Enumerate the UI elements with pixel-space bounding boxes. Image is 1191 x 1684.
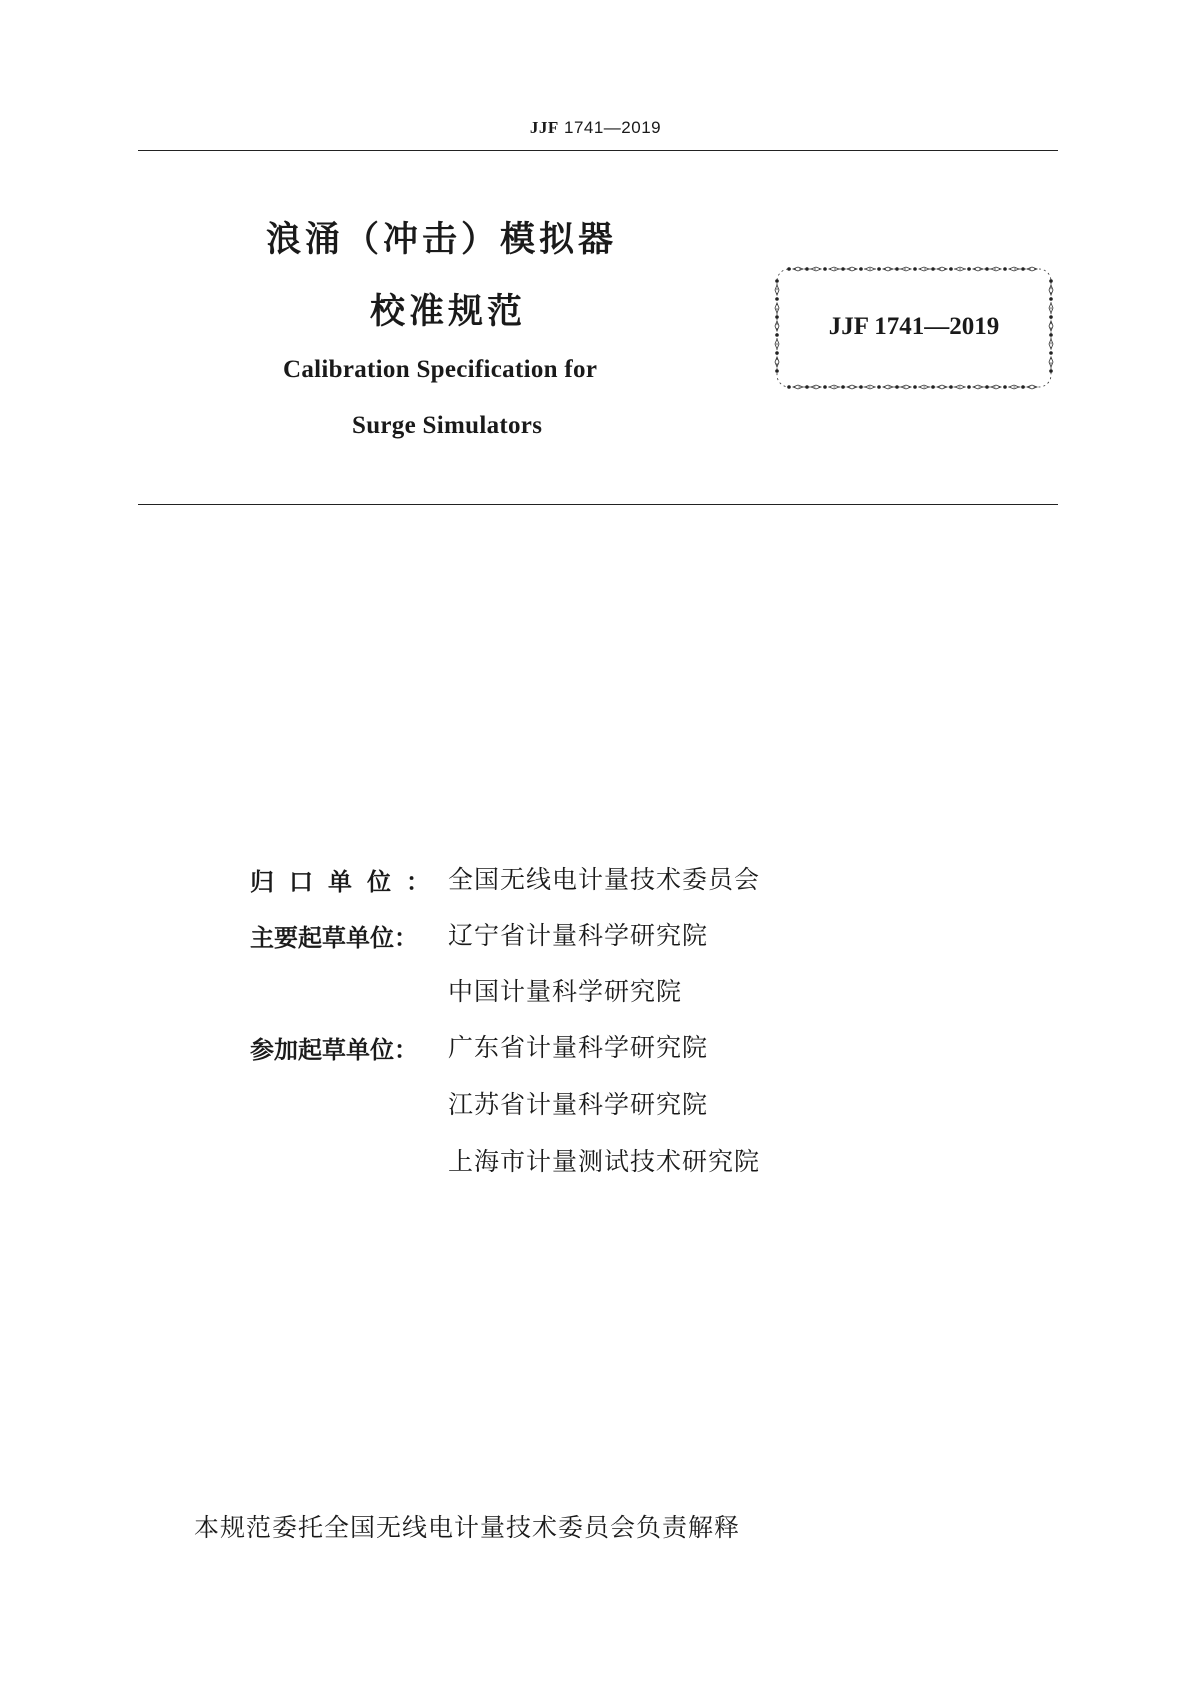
title-en-line1: Calibration Specification for	[283, 356, 598, 383]
title-cn-line2: 校准规范	[370, 292, 527, 332]
code-box-text: JJF 1741—2019	[828, 313, 1000, 340]
border-dot	[985, 267, 989, 271]
header-code-prefix: JJF	[529, 118, 559, 137]
interpretation-note: 本规范委托全国无线电计量技术委员会负责解释	[194, 1513, 741, 1542]
border-dot	[775, 279, 779, 283]
border-dot	[775, 369, 779, 373]
border-dot	[877, 267, 881, 271]
title-en-line2: Surge Simulators	[352, 412, 543, 439]
border-dot	[967, 267, 971, 271]
main-drafting-value-2: 中国计量科学研究院	[448, 977, 683, 1006]
border-dot	[841, 267, 845, 271]
border-dot	[1049, 369, 1053, 373]
border-dot	[859, 385, 863, 389]
border-dot	[841, 385, 845, 389]
border-dot	[913, 385, 917, 389]
header-code-number: 1741—2019	[563, 118, 662, 137]
header-standard-code	[0, 118, 1191, 138]
participating-label: 参加起草单位：	[250, 1036, 418, 1064]
border-dot	[775, 297, 779, 301]
border-dot	[787, 385, 791, 389]
border-dot	[805, 385, 809, 389]
title-cn-line1: 浪涌（冲击）模拟器	[266, 220, 618, 260]
border-dot	[787, 267, 791, 271]
border-dot	[877, 385, 881, 389]
responsible-unit-value: 全国无线电计量技术委员会	[448, 865, 761, 894]
border-dot	[823, 385, 827, 389]
border-dot	[949, 385, 953, 389]
border-dot	[1021, 267, 1025, 271]
border-dot	[1049, 297, 1053, 301]
border-dot	[895, 267, 899, 271]
section-rule	[138, 504, 1058, 505]
border-dot	[913, 267, 917, 271]
border-dot	[859, 267, 863, 271]
border-dot	[985, 385, 989, 389]
border-dot	[1049, 279, 1053, 283]
border-dot	[931, 267, 935, 271]
border-dot	[895, 385, 899, 389]
border-dot	[1003, 267, 1007, 271]
header-rule	[138, 150, 1058, 151]
border-dot	[967, 385, 971, 389]
responsible-unit-label: 归口单位：	[250, 868, 445, 896]
participating-value-2: 江苏省计量科学研究院	[448, 1090, 709, 1119]
main-drafting-label: 主要起草单位：	[250, 924, 418, 952]
main-drafting-value-1: 辽宁省计量科学研究院	[448, 921, 709, 950]
participating-value-3: 上海市计量测试技术研究院	[448, 1147, 761, 1176]
border-dot	[1021, 385, 1025, 389]
standard-code-box	[773, 265, 1055, 391]
border-dot	[805, 267, 809, 271]
border-dot	[1049, 351, 1053, 355]
border-dot	[823, 267, 827, 271]
border-dot	[1003, 385, 1007, 389]
participating-value-1: 广东省计量科学研究院	[448, 1033, 709, 1062]
border-dot	[931, 385, 935, 389]
border-dot	[775, 351, 779, 355]
border-dot	[949, 267, 953, 271]
